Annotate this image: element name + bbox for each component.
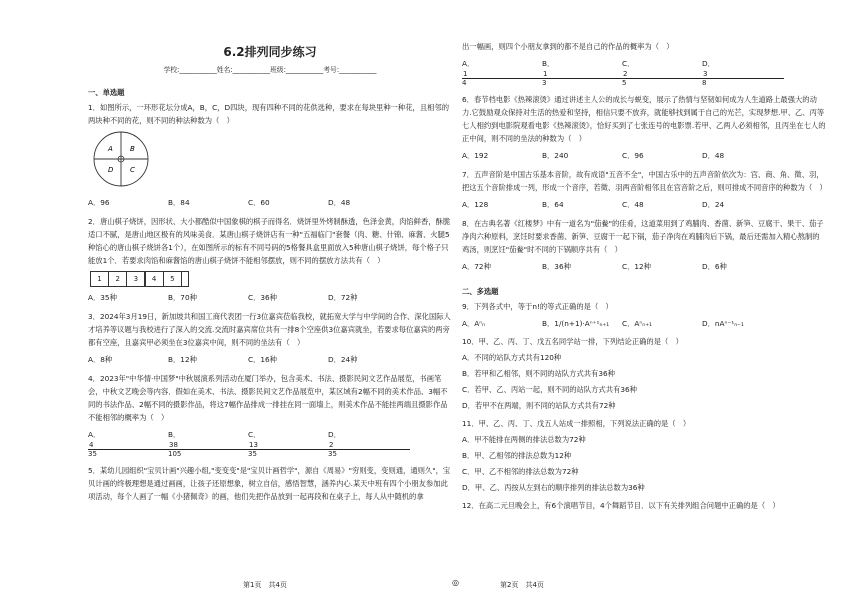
question-9-options: [462, 317, 826, 330]
option-c: C．48: [622, 200, 644, 209]
question-8: 8．在古典名著《红楼梦》中有一道名为"茄鲞"的佳肴，这道菜用到了鸡脯肉、香菌、新笋、豆腐干、果干、茄子净肉六种原料，烹饪时要求香菌、新笋、豆腐干一起下锅，茄子净肉在鸡脯肉后下锅，最后还需加入精心熬制的鸡汤，则烹饪"茄鲞"时不同的下锅顺序共有（ ）: [462, 219, 824, 254]
ring-flowerbed-diagram: [92, 130, 452, 192]
box-slot: 2: [108, 271, 127, 287]
option-a: A．35种: [88, 293, 117, 302]
diagram-label-d: D: [108, 166, 114, 174]
box-slot: 4: [145, 271, 164, 287]
question-12: 12．在高二元旦晚会上，有6个演唱节目，4个舞蹈节目．以下有关排列组合问题中正确的是（ ）: [462, 501, 780, 510]
option-b: B．240: [542, 151, 569, 160]
option-c: C．12种: [622, 262, 651, 271]
option-a: A．192: [462, 151, 489, 160]
option-d: D．6种: [702, 262, 727, 271]
footer-page-left: 第1页 共4页: [243, 581, 287, 589]
option-d: D．若甲不在两端，则不同的站队方式共有72种: [462, 401, 616, 410]
question-5-options: [462, 57, 826, 87]
student-info-line: 学校:___________姓名:___________班级:___________考号:___________: [163, 66, 377, 74]
page-title: 6.2排列同步练习: [223, 45, 317, 59]
question-7-options: [462, 198, 826, 211]
right-column: [462, 40, 826, 512]
option-c: C．Aⁿₙ₊₁: [622, 319, 652, 328]
meal-box-diagram: [90, 271, 452, 287]
question-2: 2．唐山棋子烧饼，因形状、大小都酷似中国象棋的棋子而得名．烧饼里外烤制酥透，色泽金黄，肉馅鲜香，酥脆适口不腻，是唐山地区极有的风味美食．某唐山棋子烧饼店有一种"五福临门"套餐（肉、糖、什锦、麻酱、火腿5种馅心的唐山棋子烧饼各1个），在如图所示的标有不同号码的5格餐具盒里面放入5种唐山棋子烧饼，每个格子只能放1个．若要求肉馅和麻酱馅的唐山棋子烧饼不能相邻摆放，则不同的摆放方法共有（ ）: [88, 217, 451, 265]
option-b: B．84: [168, 198, 190, 207]
option-a: A．甲不能排在两侧的排法总数为72种: [462, 435, 586, 444]
box-slot: 1: [90, 271, 109, 287]
option-d: D．48: [702, 151, 725, 160]
question-4: 4．2023年"中华情·中国梦"中秋展演系列活动在厦门举办，包含美术、书法、摄影民间文艺作品展览，书画笔会，中秋文艺晚会等内容．假如在美术、书法、摄影民间文艺作品展览中，某区域有2幅不同的美术作品、3幅不同的书法作品、2幅不同的摄影作品，将这7幅作品排成一排挂在同一面墙上，则美术作品不能挂两端且摄影作品不能相邻的概率为（ ）: [88, 374, 448, 422]
question-11: 11．甲、乙、丙、丁、戊五人站成一排照相，下列说法正确的是（ ）: [462, 419, 691, 428]
diagram-label-b: B: [130, 145, 135, 153]
option-c: C．60: [248, 198, 270, 207]
option-c: C．若甲、乙、丙站一起，则不同的站队方式共有36种: [462, 385, 637, 394]
option-b: B．甲、乙相邻的排法总数为12种: [462, 451, 572, 460]
option-a: A．72种: [462, 262, 491, 271]
option-c: C．96: [622, 151, 644, 160]
option-d: D．48: [328, 198, 351, 207]
option-b: B．70种: [168, 293, 197, 302]
question-10-options: [462, 351, 826, 412]
question-1: 1．如图所示，一环形花坛分成A，B，C，D四块，现有四种不同的花供选种，要求在每块里种一种花，且相邻的两块种不同的花，则不同的种法种数为（ ）: [88, 103, 450, 125]
fold-mark-icon: ◎: [452, 578, 459, 587]
question-6: 6．春节档电影《热辣滚烫》通过讲述主人公的成长与蜕变，展示了热情与坚韧如何成为人生道路上最强大的动力.它鼓励观众保持对生活的热爱和坚持，相信只要不放弃，就能够找到属于自己的光芒，实现梦想.甲、乙、丙等七人相约到电影院观看电影《热辣滚烫》，恰好买到了七张连号的电影票.若甲、乙两人必须相邻，且丙坐在七人的正中间，则不同的坐法的种数为（ ）: [462, 95, 826, 143]
option-a: A．$\frac{1}{4}$: [462, 57, 542, 87]
question-6-options: [462, 149, 826, 162]
box-slot: 5: [163, 271, 182, 287]
left-column: [88, 0, 452, 503]
section-heading-multiple: 二、多选题: [462, 287, 499, 296]
box-end: [181, 271, 189, 287]
question-1-options: [88, 196, 452, 209]
option-b: B．36种: [542, 262, 571, 271]
option-d: D．$\frac{2}{35}$: [328, 428, 408, 458]
question-3-options: [88, 353, 452, 366]
option-a: A．$\frac{4}{35}$: [88, 428, 168, 458]
option-c: C．16种: [248, 355, 277, 364]
section-heading-single: 一、单选题: [88, 88, 125, 97]
option-b: B．1/(n+1)·Aⁿ⁺¹ₙ₊₁: [542, 319, 610, 328]
option-d: D．甲、乙、丙按从左到右的顺序排列的排法总数为36种: [462, 483, 645, 492]
box-slot: 3: [126, 271, 145, 287]
option-d: D．72种: [328, 293, 358, 302]
option-d: D．$\frac{3}{8}$: [702, 57, 782, 87]
question-10: 10．甲、乙、丙、丁、戊五名同学站一排，下列结论正确的是（ ）: [462, 337, 683, 346]
question-2-options: [88, 291, 452, 304]
footer-page-right: 第2页 共4页: [500, 581, 544, 589]
option-b: B．若甲和乙相邻，则不同的站队方式共有36种: [462, 369, 615, 378]
option-a: A．Aⁿₙ: [462, 319, 486, 328]
diagram-label-c: C: [130, 166, 135, 174]
option-b: B．64: [542, 200, 564, 209]
question-7: 7．五声音阶是中国古乐基本音阶，故有成语"五音不全"，中国古乐中的五声音阶依次为：宫、商、角、徵、羽，把这五个音阶排成一列，形成一个音序，若徵、羽两音阶相邻且在宫音阶之后，则可排成不同音序的种数为（ ）: [462, 170, 827, 192]
option-d: D．nAⁿ⁻¹ₙ₋₁: [702, 319, 744, 328]
option-c: C．36种: [248, 293, 277, 302]
option-d: D．24: [702, 200, 725, 209]
option-c: C．甲、乙不相邻的排法总数为72种: [462, 467, 579, 476]
question-11-options: [462, 433, 826, 494]
question-3: 3．2024年3月19日，新加坡共和国工商代表团一行3位嘉宾莅临我校，就拓宽大学与中学间的合作、深化国际人才培养等议题与我校进行了深入的交流.交流时嘉宾席位共有一排8个空座供3位嘉宾就坐，若要求每位嘉宾的两旁都有空座，且嘉宾甲必须坐在3位嘉宾中间，则不同的坐法有（ ）: [88, 312, 451, 347]
question-5-continued: 出一幅画，则四个小朋友拿到的都不是自己的作品的概率为（ ）: [462, 42, 674, 51]
option-a: A．96: [88, 198, 110, 207]
option-c: C．$\frac{2}{5}$: [622, 57, 702, 87]
question-9: 9．下列各式中，等于n!的等式正确的是（ ）: [462, 302, 613, 311]
option-b: B．$\frac{1}{3}$: [542, 57, 622, 87]
question-8-options: [462, 260, 826, 273]
option-a: A．8种: [88, 355, 113, 364]
option-a: A．不同的站队方式共有120种: [462, 353, 562, 362]
option-d: D．24种: [328, 355, 358, 364]
question-5: 5．某幼儿园组织"宝贝计画"兴趣小组,"变变变"是"宝贝计画哲学"，源自《周易》"穷则变，变则通，通则久"，宝贝计画的终极理想是通过画画，让孩子还原想象，树立自信，感悟智慧，涵养内心.某天中班有四个小朋友参加此项活动，每个人画了一幅《小猪佩奇》的画，他们先把作品放到一起再段和在桌子上，每人从中随机的拿: [88, 466, 451, 501]
question-4-options: [88, 428, 452, 458]
option-b: B．$\frac{38}{105}$: [168, 428, 248, 458]
option-a: A．128: [462, 200, 489, 209]
diagram-label-a: A: [108, 145, 113, 153]
option-c: C．$\frac{13}{35}$: [248, 428, 328, 458]
option-b: B．12种: [168, 355, 197, 364]
